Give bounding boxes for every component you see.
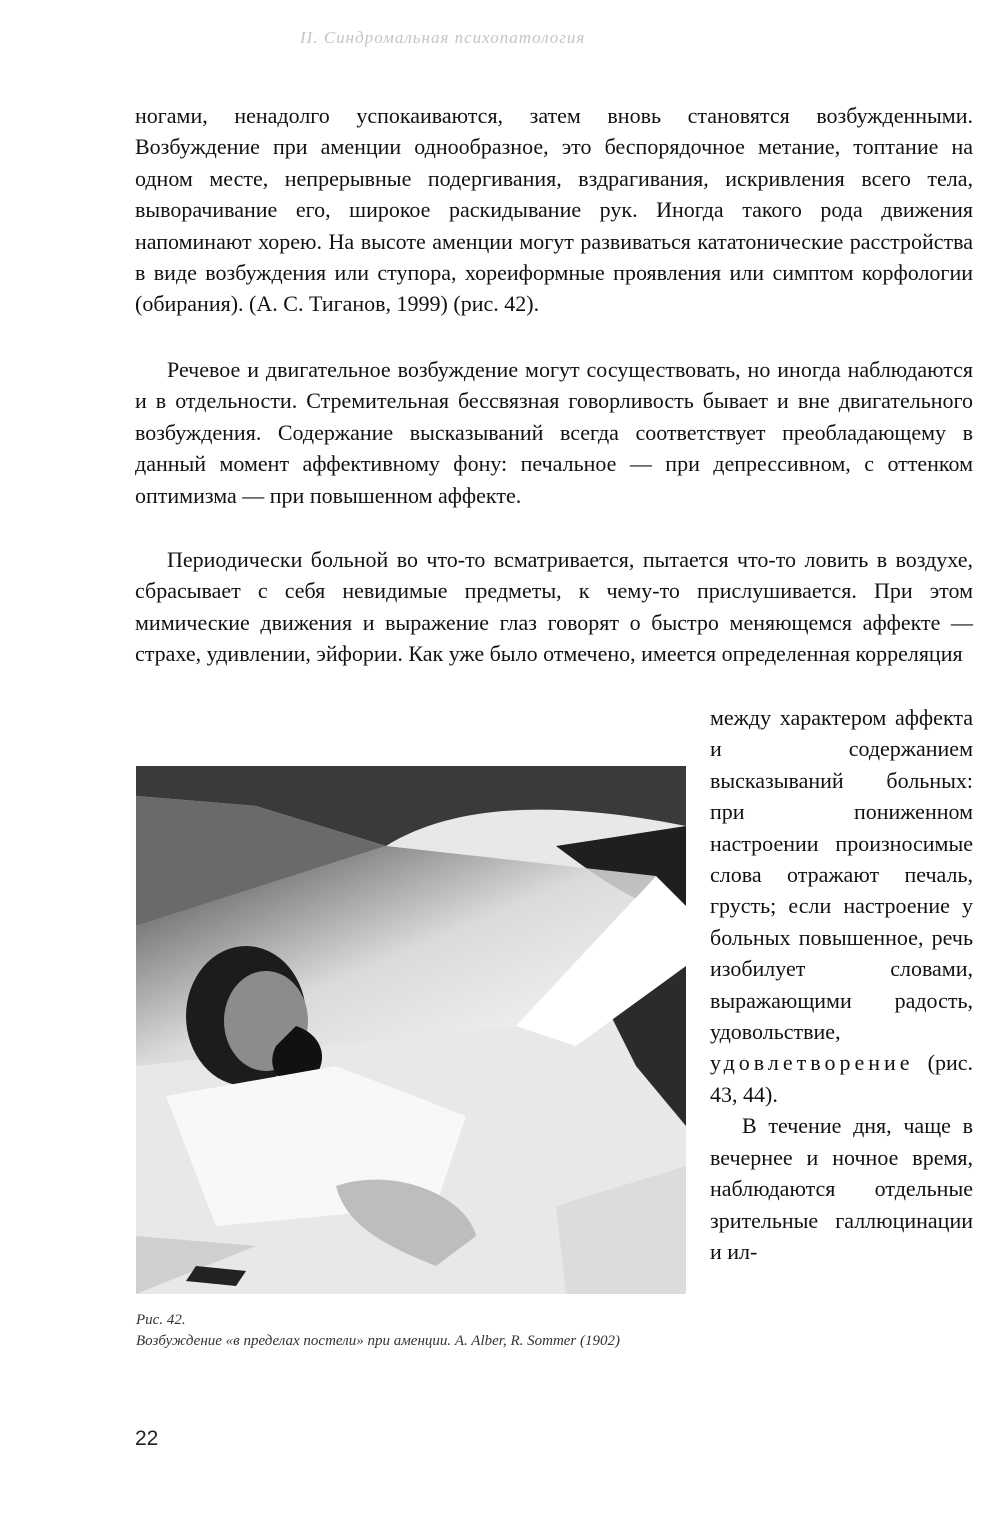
side-paragraph-1: [710, 702, 973, 1110]
side-column-text: [710, 702, 973, 1267]
figure-caption-text: Возбуждение «в пределах постели» при аменции. A. Alber, R. Sommer (1902): [136, 1333, 621, 1349]
side-text: между характером аффекта и содержанием высказываний больных: при пониженном настроении произносимые слова отражают печаль, грусть; если настроение у больных повышенное, речь изобилует словами, выражающими радость, удовольствие,: [710, 705, 973, 1045]
running-header: II. Синдромальная психопатология: [300, 28, 586, 47]
paragraph-text: Периодически больной во что-то всматривается, пытается что-то ловить в воздухе, сбрасывает с себя невидимые предметы, к чему-то прислушивается. При этом мимические движения и выражение глаз говорят о быстро меняющемся аффекте — страхе, удивлении, эйфории. Как уже было отмечено, имеется определенная корреляция: [135, 547, 973, 667]
side-text-end: (рис. 43, 44).: [710, 1050, 973, 1107]
figure-caption: [136, 1310, 686, 1352]
body-paragraph-2: [135, 354, 973, 511]
body-paragraph-3: [135, 544, 973, 670]
page-number: 22: [135, 1427, 159, 1450]
paragraph-text: ногами, ненадолго успокаиваются, затем вновь становятся возбужденными. Возбуждение при аменции однообразное, это беспорядочное метание, топтание на одном месте, непрерывные подергивания, вздрагивания, искривления всего тела, выворачивание его, широкое раскидывание рук. Иногда такого рода движения напоминают хорею. На высоте аменции могут развиваться кататонические расстройства в виде возбуждения или ступора, хореиформные проявления или симптом корфологии (обирания). (А. С. Тиганов, 1999) (рис. 42).: [135, 103, 973, 317]
photo-illustration: [136, 766, 686, 1294]
side-text-spaced: удовлетворение: [710, 1050, 914, 1076]
figure-label: Рис. 42.: [136, 1312, 186, 1328]
figure-photo: [136, 766, 686, 1294]
paragraph-text: Речевое и двигательное возбуждение могут сосуществовать, но иногда наблюдаются и в отдельности. Стремительная бессвязная говорливость бывает и вне двигательного возбуждения. Содержание высказываний всегда соответствует преобладающему в данный момент аффективному фону: печальное — при депрессивном, с оттенком оптимизма — при повышенном аффекте.: [135, 357, 973, 508]
side-paragraph-2: В течение дня, чаще в вечернее и ночное время, наблюдаются отдельные зрительные галлюцинации и ил-: [710, 1113, 973, 1264]
body-paragraph-1: [135, 100, 973, 320]
